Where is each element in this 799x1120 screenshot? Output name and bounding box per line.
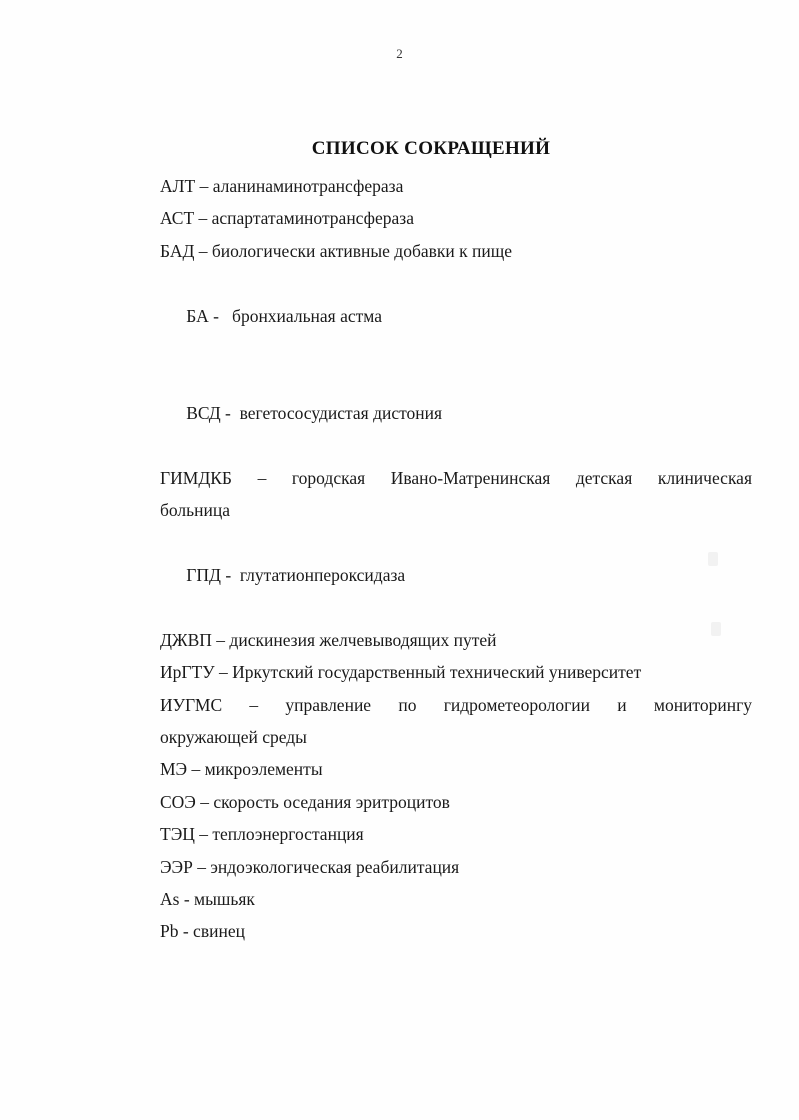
abbreviation-item-tets xyxy=(160,818,752,850)
abbreviation-item-dzhvp xyxy=(160,624,752,656)
abbreviation-text: Pb - свинец xyxy=(160,921,245,942)
abbreviation-item-gimdkb xyxy=(160,462,752,527)
abbreviation-item-as xyxy=(160,883,752,915)
abbreviation-item-gpd xyxy=(160,526,752,623)
abbreviation-text: БА - бронхиальная астма xyxy=(186,305,383,326)
abbreviation-item-soe xyxy=(160,786,752,818)
abbreviation-item-iugms xyxy=(160,689,752,754)
abbreviation-item-irgtu xyxy=(160,656,752,688)
abbreviation-text: ГПД - глутатионпероксидаза xyxy=(186,564,406,585)
abbreviation-item-eer xyxy=(160,851,752,883)
abbreviation-item-alt xyxy=(160,170,752,202)
page-number: 2 xyxy=(396,46,403,61)
page-title: СПИСОК СОКРАЩЕНИЙ xyxy=(311,138,551,159)
abbreviation-item-me xyxy=(160,753,752,785)
abbreviation-item-pb xyxy=(160,915,752,947)
abbreviation-text: ДЖВП – дискинезия желчевыводящих путей xyxy=(160,629,497,650)
abbreviation-text-line1: ГИМДКБ – городская Ивано-Матренинская детская клиническая xyxy=(160,467,752,488)
scan-artifact xyxy=(711,622,721,636)
abbreviation-text-line2: окружающей среды xyxy=(160,726,307,747)
abbreviation-item-ast xyxy=(160,202,752,234)
abbreviation-text-line2: больница xyxy=(160,500,230,521)
abbreviation-text: АЛТ – аланинаминотрансфераза xyxy=(160,176,404,196)
abbreviation-text: СОЭ – скорость оседания эритроцитов xyxy=(160,791,450,812)
abbreviation-item-ba xyxy=(160,267,752,364)
abbreviation-text: ТЭЦ – теплоэнергостанция xyxy=(160,824,364,845)
scan-artifact xyxy=(708,552,718,566)
abbreviation-item-vsd xyxy=(160,364,752,461)
abbreviation-text: МЭ – микроэлементы xyxy=(160,759,323,780)
abbreviation-text: As - мышьяк xyxy=(160,888,255,909)
abbreviation-text: АСТ – аспартатаминотрансфераза xyxy=(160,208,414,229)
abbreviation-text: БАД – биологически активные добавки к пище xyxy=(160,240,512,261)
abbreviation-text: ЭЭР – эндоэкологическая реабилитация xyxy=(160,856,460,877)
abbreviation-item-bad xyxy=(160,235,752,267)
abbreviation-text-line1: ИУГМС – управление по гидрометеорологии и мониторингу xyxy=(160,694,752,715)
abbreviation-text: ИрГТУ – Иркутский государственный технический университет xyxy=(160,662,642,683)
abbreviation-list xyxy=(160,170,752,948)
abbreviation-text: ВСД - вегетососудистая дистония xyxy=(186,402,443,423)
